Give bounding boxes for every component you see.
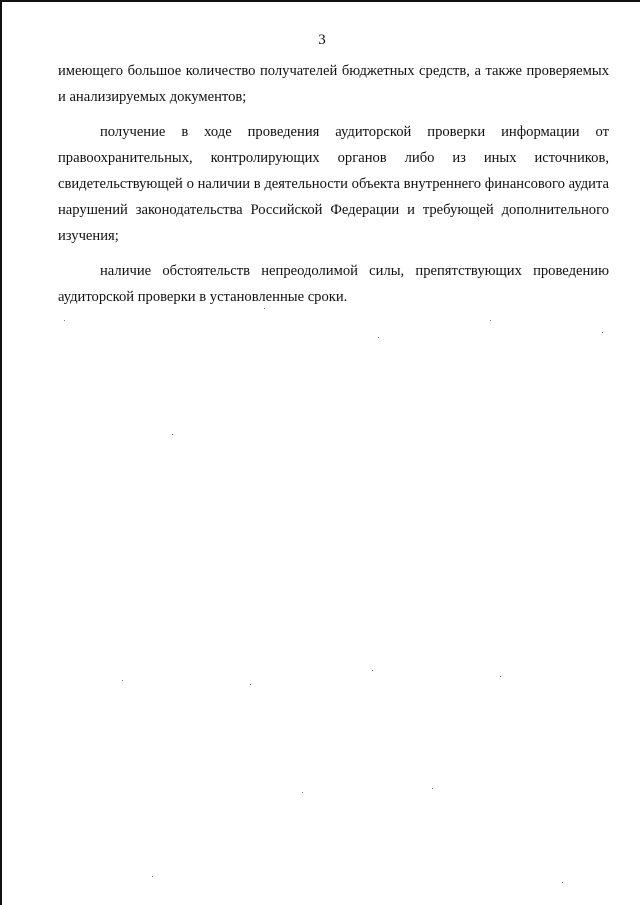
scan-speck [250, 684, 251, 685]
scan-speck [64, 320, 65, 321]
scan-speck [122, 680, 123, 681]
scan-speck [372, 670, 373, 671]
scan-speck [602, 332, 603, 333]
paragraph-2: получение в ходе проведения аудиторской проверки информации от правоохранительных, контролирующих органов либо из иных источников, свидетельствующей о наличии в деятельности объекта внутреннего финансового аудита нарушений законодательства Российской Федерации и требующей дополнительного изучения; [58, 124, 609, 244]
document-body [58, 58, 609, 319]
scan-speck [562, 882, 563, 883]
scan-speck [172, 434, 173, 435]
scan-speck [152, 876, 153, 877]
scan-speck [302, 792, 303, 793]
scan-speck [432, 788, 433, 789]
scan-speck [378, 337, 379, 338]
paragraph-3: наличие обстоятельств непреодолимой силы, препятствующих проведению аудиторской проверки в установленные сроки. [58, 263, 609, 305]
scan-speck [500, 676, 501, 677]
page-number: 3 [318, 32, 326, 48]
scan-speck [264, 308, 265, 309]
paragraph-1: имеющего большое количество получателей бюджетных средств, а также проверяемых и анализируемых документов; [58, 63, 609, 105]
scan-speck [490, 320, 491, 321]
